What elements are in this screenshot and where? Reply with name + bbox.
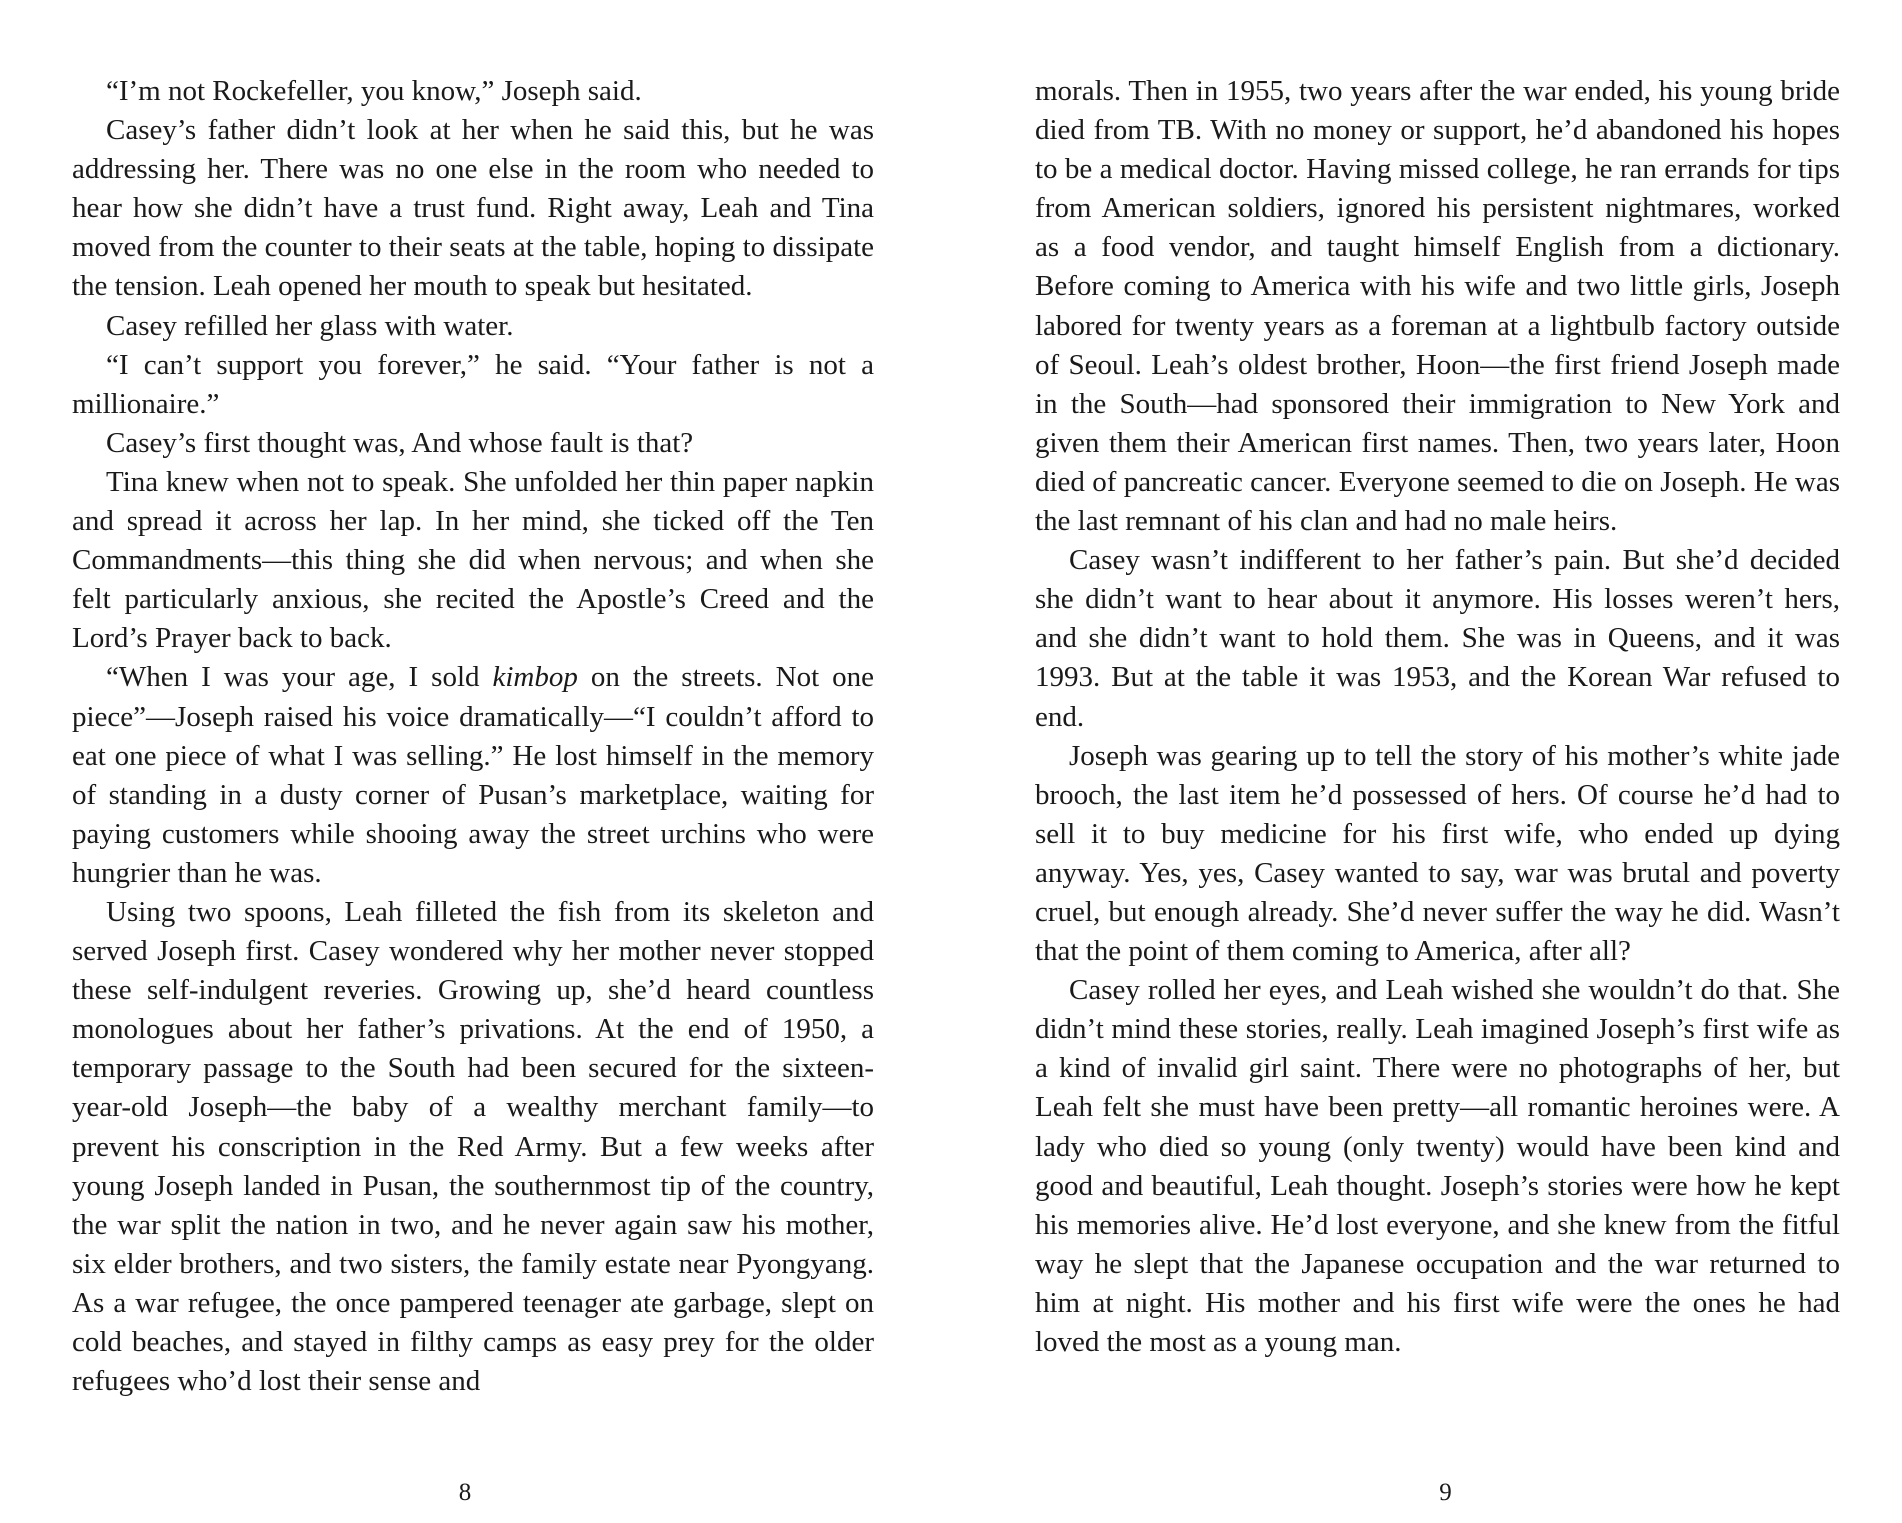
- paragraph: Casey refilled her glass with water.: [106, 309, 514, 342]
- paragraph: Casey rolled her eyes, and Leah wished she wouldn’t do that. She didn’t mind these stories, really. Leah imagined Joseph’s first wife as a kind of invalid girl saint. There were no photographs of her, but Leah felt she must have been pretty—all romantic heroines were. A lady who died so young (only twenty) would have been kind and good and beautiful, Leah thought. Joseph’s stories were how he kept his memories alive. He’d lost everyone, and she knew from the fitful way he slept that the Japanese occupation and the war returned to him at night. His mother and his first wife were the ones he had loved the most as a young man.: [1035, 974, 1840, 1358]
- paragraph-kimbop: [72, 658, 874, 893]
- paragraph: “I can’t support you forever,” he said. “Your father is not a millionaire.”: [72, 348, 874, 420]
- continued-paragraph: morals. Then in 1955, two years after the war ended, his young bride died from TB. With no money or support, he’d abandoned his hopes to be a medical doctor. Having missed college, he ran errands for tips from American soldiers, ignored his persistent nightmares, worked as a food vendor, and taught himself English from a dictionary. Before coming to America with his wife and two little girls, Joseph labored for twenty years as a foreman at a lightbulb factory outside of Seoul. Leah’s oldest brother, Hoon—the first friend Joseph made in the South—had sponsored their immigration to New York and given them their American first names. Then, two years later, Hoon died of pancreatic cancer. Everyone seemed to die on Joseph. He was the last remnant of his clan and had no male heirs.: [1035, 75, 1840, 538]
- italic-word: kimbop: [492, 661, 578, 694]
- paragraph-text: “When I was your age, I sold: [106, 661, 493, 694]
- paragraph: “I’m not Rockefeller, you know,” Joseph said.: [106, 75, 642, 107]
- right-page: [1035, 0, 1840, 1523]
- left-page-text: [72, 72, 874, 1401]
- paragraph: Using two spoons, Leah filleted the fish from its skeleton and served Joseph first. Casey wondered why her mother never stopped these self-indulgent reveries. Growing up, she’d heard countless monologues about her father’s privations. At the end of 1950, a temporary passage to the South had been secured for the sixteen-year-old Joseph—the baby of a wealthy merchant family—to prevent his conscription in the Red Army. But a few weeks after young Joseph landed in Pusan, the southernmost tip of the country, the war split the nation in two, and he never again saw his mother, six elder brothers, and two sisters, the family estate near Pyongyang. As a war refugee, the once pampered teenager ate garbage, slept on cold beaches, and stayed in filthy camps as easy prey for the older refugees who’d lost their sense and: [72, 895, 874, 1398]
- paragraph: Joseph was gearing up to tell the story of his mother’s white jade brooch, the last item he’d possessed of hers. Of course he’d had to sell it to buy medicine for his first wife, who ended up dying anyway. Yes, yes, Casey wanted to say, war was brutal and poverty cruel, but enough already. She’d never suffer the way he did. Wasn’t that the point of them coming to America, after all?: [1035, 739, 1840, 968]
- right-page-text: [1035, 72, 1840, 1362]
- paragraph: Casey’s first thought was, And whose fault is that?: [106, 426, 694, 459]
- page-number: 8: [458, 1479, 472, 1506]
- paragraph-text: on the streets. Not one piece”—Joseph raised his voice dramatically—“I couldn’t afford to eat one piece of what I was selling.” He lost himself in the memory of standing in a dusty corner of Pusan’s marketplace, waiting for paying customers while shooing away the street urchins who were hungrier than he was.: [72, 661, 874, 889]
- left-page: [72, 0, 874, 1523]
- paragraph: Casey’s father didn’t look at her when he said this, but he was addressing her. There was no one else in the room who needed to hear how she didn’t have a trust fund. Right away, Leah and Tina moved from the counter to their seats at the table, hoping to dissipate the tension. Leah opened her mouth to speak but hesitated.: [72, 114, 874, 303]
- paragraph: Tina knew when not to speak. She unfolded her thin paper napkin and spread it across her lap. In her mind, she ticked off the Ten Commandments—this thing she did when nervous; and when she felt particularly anxious, she recited the Apostle’s Creed and the Lord’s Prayer back to back.: [72, 465, 874, 655]
- paragraph: Casey wasn’t indifferent to her father’s pain. But she’d decided she didn’t want to hear about it anymore. His losses weren’t hers, and she didn’t want to hold them. She was in Queens, and it was 1993. But at the table it was 1953, and the Korean War refused to end.: [1035, 544, 1840, 733]
- page-number: 9: [1439, 1479, 1452, 1506]
